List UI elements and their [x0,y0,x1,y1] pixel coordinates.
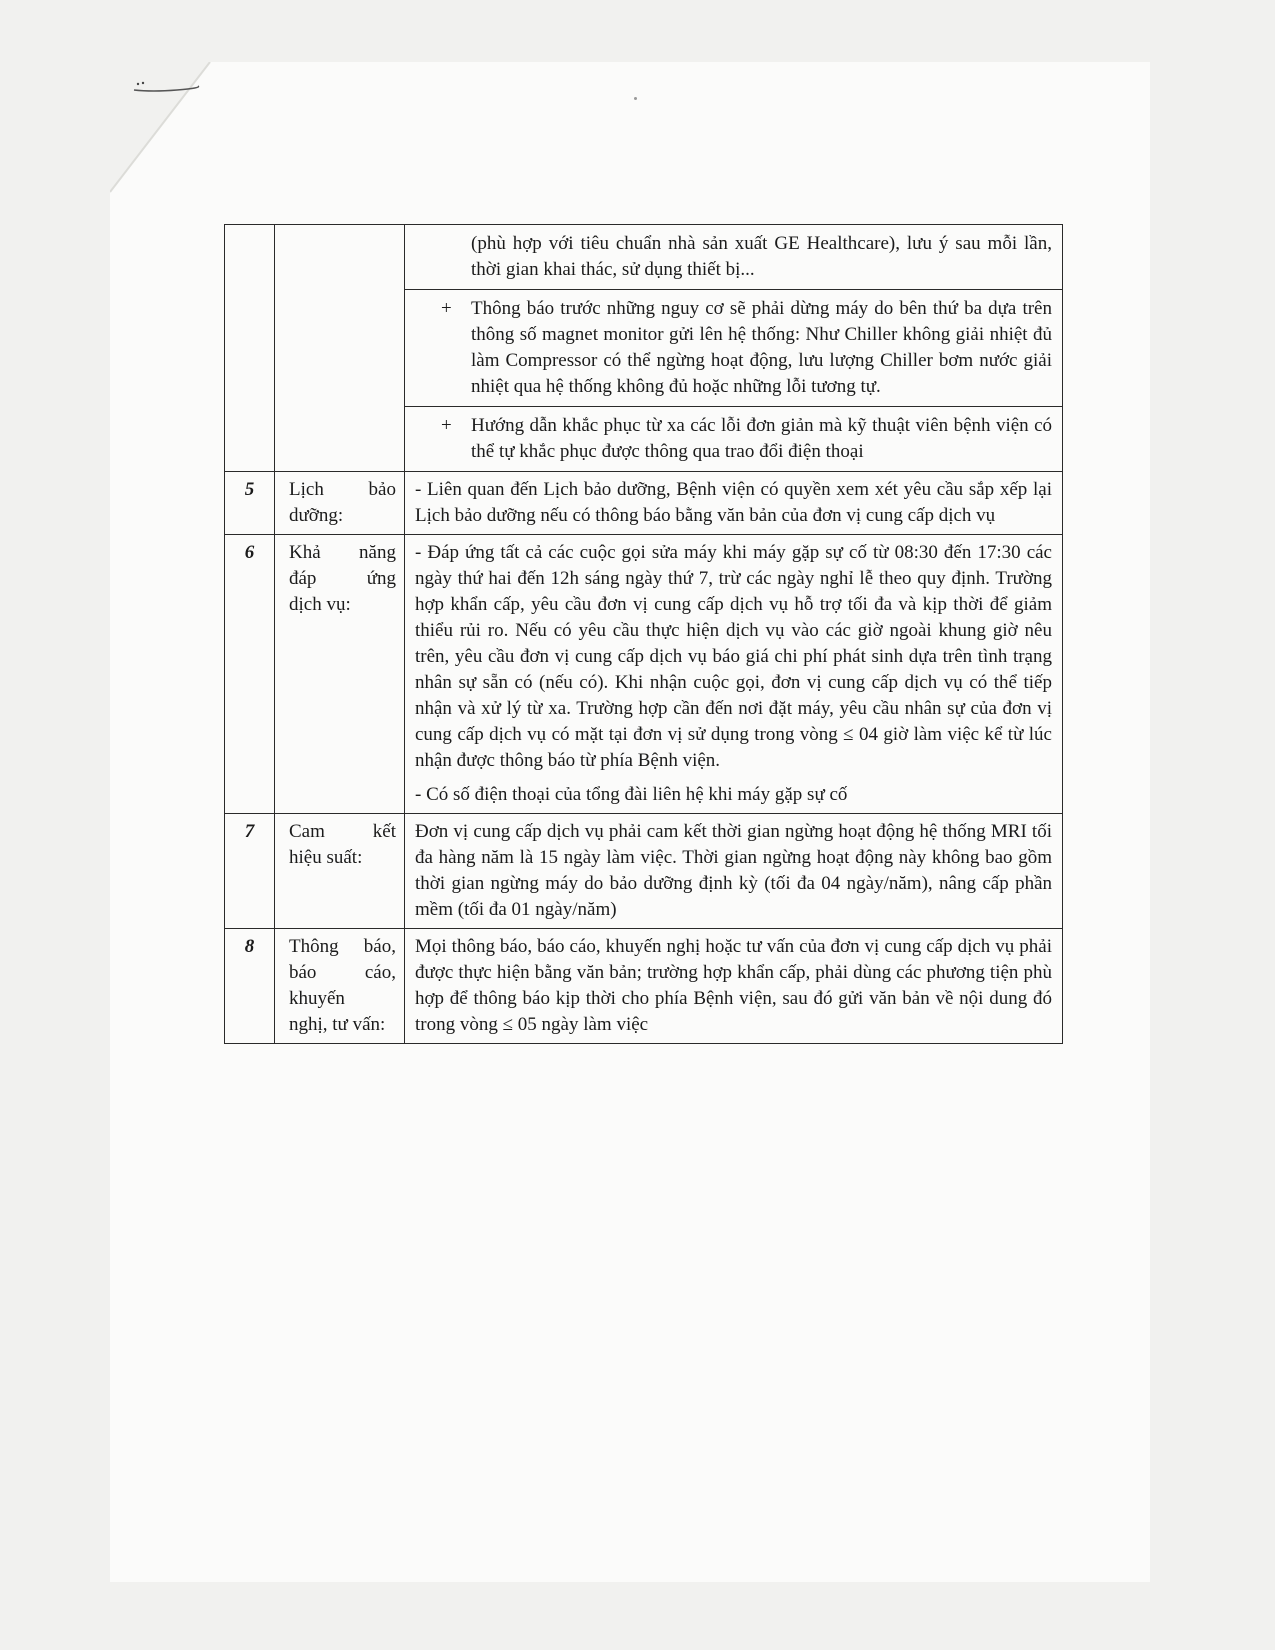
row-title-line: dưỡng: [289,505,344,526]
row-title [275,472,405,535]
row-title-line: báo cáo, [289,962,396,983]
description-paragraph: - Đáp ứng tất cả các cuộc gọi sửa máy khi máy gặp sự cố từ 08:30 đến 17:30 các ngày thứ hai đến 12h sáng ngày thứ 7, trừ các ngày nghỉ lễ theo quy định. Trường hợp khẩn cấp, yêu cầu đơn vị cung cấp dịch vụ hỗ trợ tối đa và kịp thời để giảm thiểu rủi ro. Nếu có yêu cầu thực hiện dịch vụ vào các giờ ngoài khung giờ nêu trên, yêu cầu đơn vị cung cấp dịch vụ báo giá chi phí phát sinh dựa trên tình trạng nhân sự sẵn có (nếu có). Khi nhận cuộc gọi, đơn vị cung cấp dịch vụ có thể tiếp nhận và xử lý từ xa. Trường hợp cần đến nơi đặt máy, yêu cầu nhân sự của đơn vị cung cấp dịch vụ có mặt tại đơn vị sử dụng trong vòng ≤ 04 giờ làm việc kể từ lúc nhận được thông báo từ phía Bệnh viện. [415,542,1052,771]
row-description [405,472,1063,535]
row-number: 5 [225,472,275,535]
row-number: 6 [225,535,275,814]
cell-desc-continuation [405,225,1063,472]
description-paragraph: - Có số điện thoại của tổng đài liên hệ khi máy gặp sự cố [415,784,848,805]
description-paragraph: Mọi thông báo, báo cáo, khuyến nghị hoặc tư vấn của đơn vị cung cấp dịch vụ phải được thực hiện bằng văn bản; trường hợp khẩn cấp, phải dùng các phương tiện phù hợp để thông báo kịp thời cho phía Bệnh viện, sau đó gửi văn bản về nội dung đó trong vòng ≤ 05 ngày làm việc [415,936,1052,1035]
description-paragraph: Đơn vị cung cấp dịch vụ phải cam kết thời gian ngừng hoạt động hệ thống MRI tối đa hàng năm là 15 ngày làm việc. Thời gian ngừng hoạt động này không bao gồm thời gian ngừng máy do bảo dưỡng định kỳ (tối đa 04 ngày/năm), nâng cấp phần mềm (tối đa 01 ngày/năm) [415,821,1052,920]
cell-no-empty [225,225,275,472]
row-description [405,535,1063,814]
bullet-text: Thông báo trước những nguy cơ sẽ phải dừng máy do bên thứ ba dựa trên thông số magnet monitor gửi lên hệ thống: Như Chiller không giải nhiệt đủ làm Compressor có thể ngừng hoạt động, lưu lượng Chiller bơm nước giải nhiệt qua hệ thống không đủ hoặc những lỗi tương tự. [471,298,1052,397]
row-title-line: hiệu suất: [289,847,363,868]
speck [634,97,637,100]
bullet-item [405,289,1062,406]
row-title-line: nghị, tư vấn: [289,1014,386,1035]
row-title-line: đáp ứng [289,568,396,589]
bullet-item [405,406,1062,471]
row-title-line: Khả năng [289,542,396,563]
row-title-line: dịch vụ: [289,594,351,615]
row-number: 8 [225,929,275,1044]
row-description [405,814,1063,929]
row-title-line: Cam kết [289,821,396,842]
continuation-text-block [405,225,1062,289]
row-title [275,814,405,929]
row-title [275,535,405,814]
row-description [405,929,1063,1044]
row-title-line: khuyến [289,988,345,1009]
bullet-text: Hướng dẫn khắc phục từ xa các lỗi đơn giản mà kỹ thuật viên bệnh viện có thể tự khắc phục được thông qua trao đổi điện thoại [471,415,1052,462]
table-row-5 [225,472,1063,535]
continuation-text: (phù hợp với tiêu chuẩn nhà sản xuất GE Healthcare), lưu ý sau mỗi lần, thời gian khai thác, sử dụng thiết bị... [471,233,1052,280]
row-title-line: Thông báo, [289,936,396,957]
cell-name-empty [275,225,405,472]
table-row-7 [225,814,1063,929]
service-spec-table [224,224,1063,1044]
table-row-continuation [225,225,1063,472]
row-number: 7 [225,814,275,929]
description-paragraph: - Liên quan đến Lịch bảo dưỡng, Bệnh viện có quyền xem xét yêu cầu sắp xếp lại Lịch bảo dưỡng nếu có thông báo bằng văn bản của đơn vị cung cấp dịch vụ [415,479,1052,526]
bullet-marker: + [441,298,452,319]
table-row-6 [225,535,1063,814]
table-row-8 [225,929,1063,1044]
row-title-line: Lịch bảo [289,479,396,500]
bullet-marker: + [441,415,452,436]
row-title [275,929,405,1044]
pen-mark [132,78,202,98]
